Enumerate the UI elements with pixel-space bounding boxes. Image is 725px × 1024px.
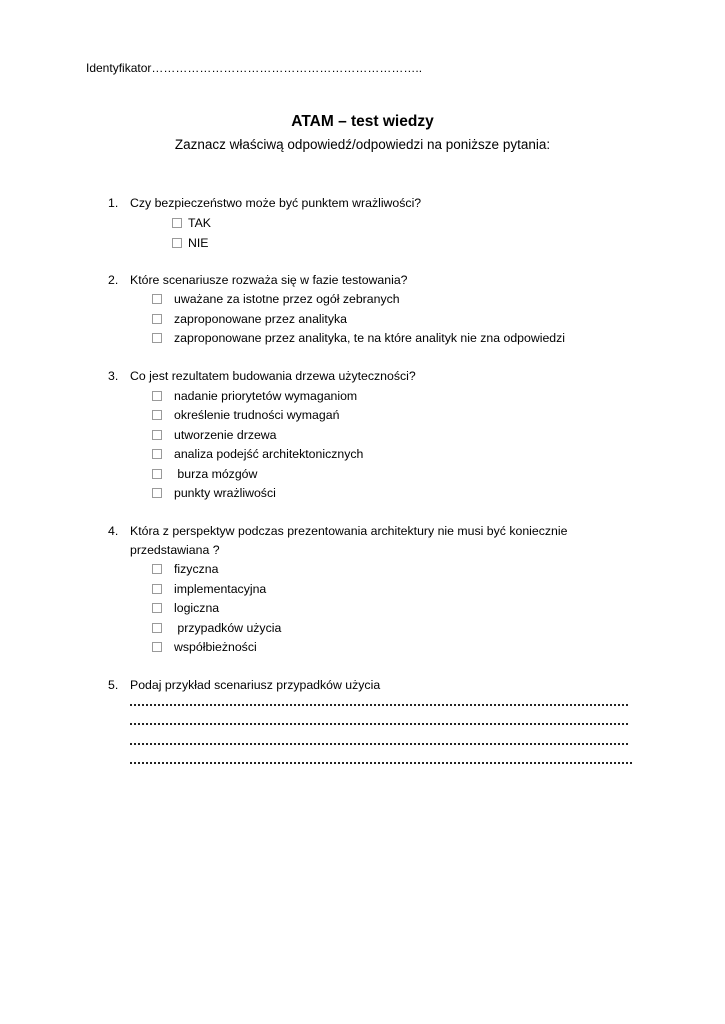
question-text: Co jest rezultatem budowania drzewa użyteczności? [130, 369, 416, 383]
checkbox-icon[interactable] [152, 488, 162, 498]
option-item[interactable]: burza mózgów [152, 467, 257, 481]
option-nie[interactable]: NIE [172, 236, 209, 250]
identifier-field: Identyfikator………………………………………………………….. [86, 61, 423, 75]
checkbox-icon[interactable] [172, 218, 182, 228]
checkbox-icon[interactable] [152, 469, 162, 479]
answer-line[interactable] [130, 723, 628, 727]
option-item[interactable]: nadanie priorytetów wymaganiom [152, 389, 357, 403]
checkbox-icon[interactable] [152, 623, 162, 633]
checkbox-icon[interactable] [152, 584, 162, 594]
checkbox-icon[interactable] [152, 430, 162, 440]
option-tak[interactable]: TAK [172, 216, 211, 230]
answer-line[interactable] [130, 704, 628, 708]
question-number: 5. [108, 678, 119, 692]
question-number: 1. [108, 196, 119, 210]
checkbox-icon[interactable] [152, 564, 162, 574]
checkbox-icon[interactable] [152, 603, 162, 613]
question-number: 2. [108, 273, 119, 287]
checkbox-icon[interactable] [152, 294, 162, 304]
option-item[interactable]: określenie trudności wymagań [152, 408, 339, 422]
checkbox-icon[interactable] [152, 391, 162, 401]
option-item[interactable]: uważane za istotne przez ogół zebranych [152, 292, 400, 306]
checkbox-icon[interactable] [152, 410, 162, 420]
question-text: Które scenariusze rozważa się w fazie testowania? [130, 273, 408, 287]
question-text: Która z perspektyw podczas prezentowania architektury nie musi być koniecznie [130, 524, 568, 538]
option-item[interactable]: logiczna [152, 601, 219, 615]
checkbox-icon[interactable] [172, 238, 182, 248]
option-item[interactable]: współbieżności [152, 640, 257, 654]
option-item[interactable]: zaproponowane przez analityka [152, 312, 347, 326]
option-item[interactable]: implementacyjna [152, 582, 266, 596]
question-text: Podaj przykład scenariusz przypadków użycia [130, 678, 381, 692]
question-text: Czy bezpieczeństwo może być punktem wrażliwości? [130, 196, 422, 210]
option-item[interactable]: przypadków użycia [152, 621, 281, 635]
checkbox-icon[interactable] [152, 333, 162, 343]
page-title: ATAM – test wiedzy [291, 113, 434, 130]
answer-line[interactable] [130, 762, 632, 766]
option-item[interactable]: utworzenie drzewa [152, 428, 277, 442]
checkbox-icon[interactable] [152, 314, 162, 324]
option-item[interactable]: punkty wrażliwości [152, 486, 276, 500]
answer-line[interactable] [130, 743, 628, 747]
checkbox-icon[interactable] [152, 449, 162, 459]
question-number: 3. [108, 369, 119, 383]
option-item[interactable]: fizyczna [152, 562, 218, 576]
question-text-continued: przedstawiana ? [130, 543, 220, 557]
checkbox-icon[interactable] [152, 642, 162, 652]
option-item[interactable]: zaproponowane przez analityka, te na które analityk nie zna odpowiedzi [152, 331, 565, 345]
option-item[interactable]: analiza podejść architektonicznych [152, 447, 363, 461]
question-number: 4. [108, 524, 119, 538]
page-subtitle: Zaznacz właściwą odpowiedź/odpowiedzi na poniższe pytania: [174, 137, 551, 152]
